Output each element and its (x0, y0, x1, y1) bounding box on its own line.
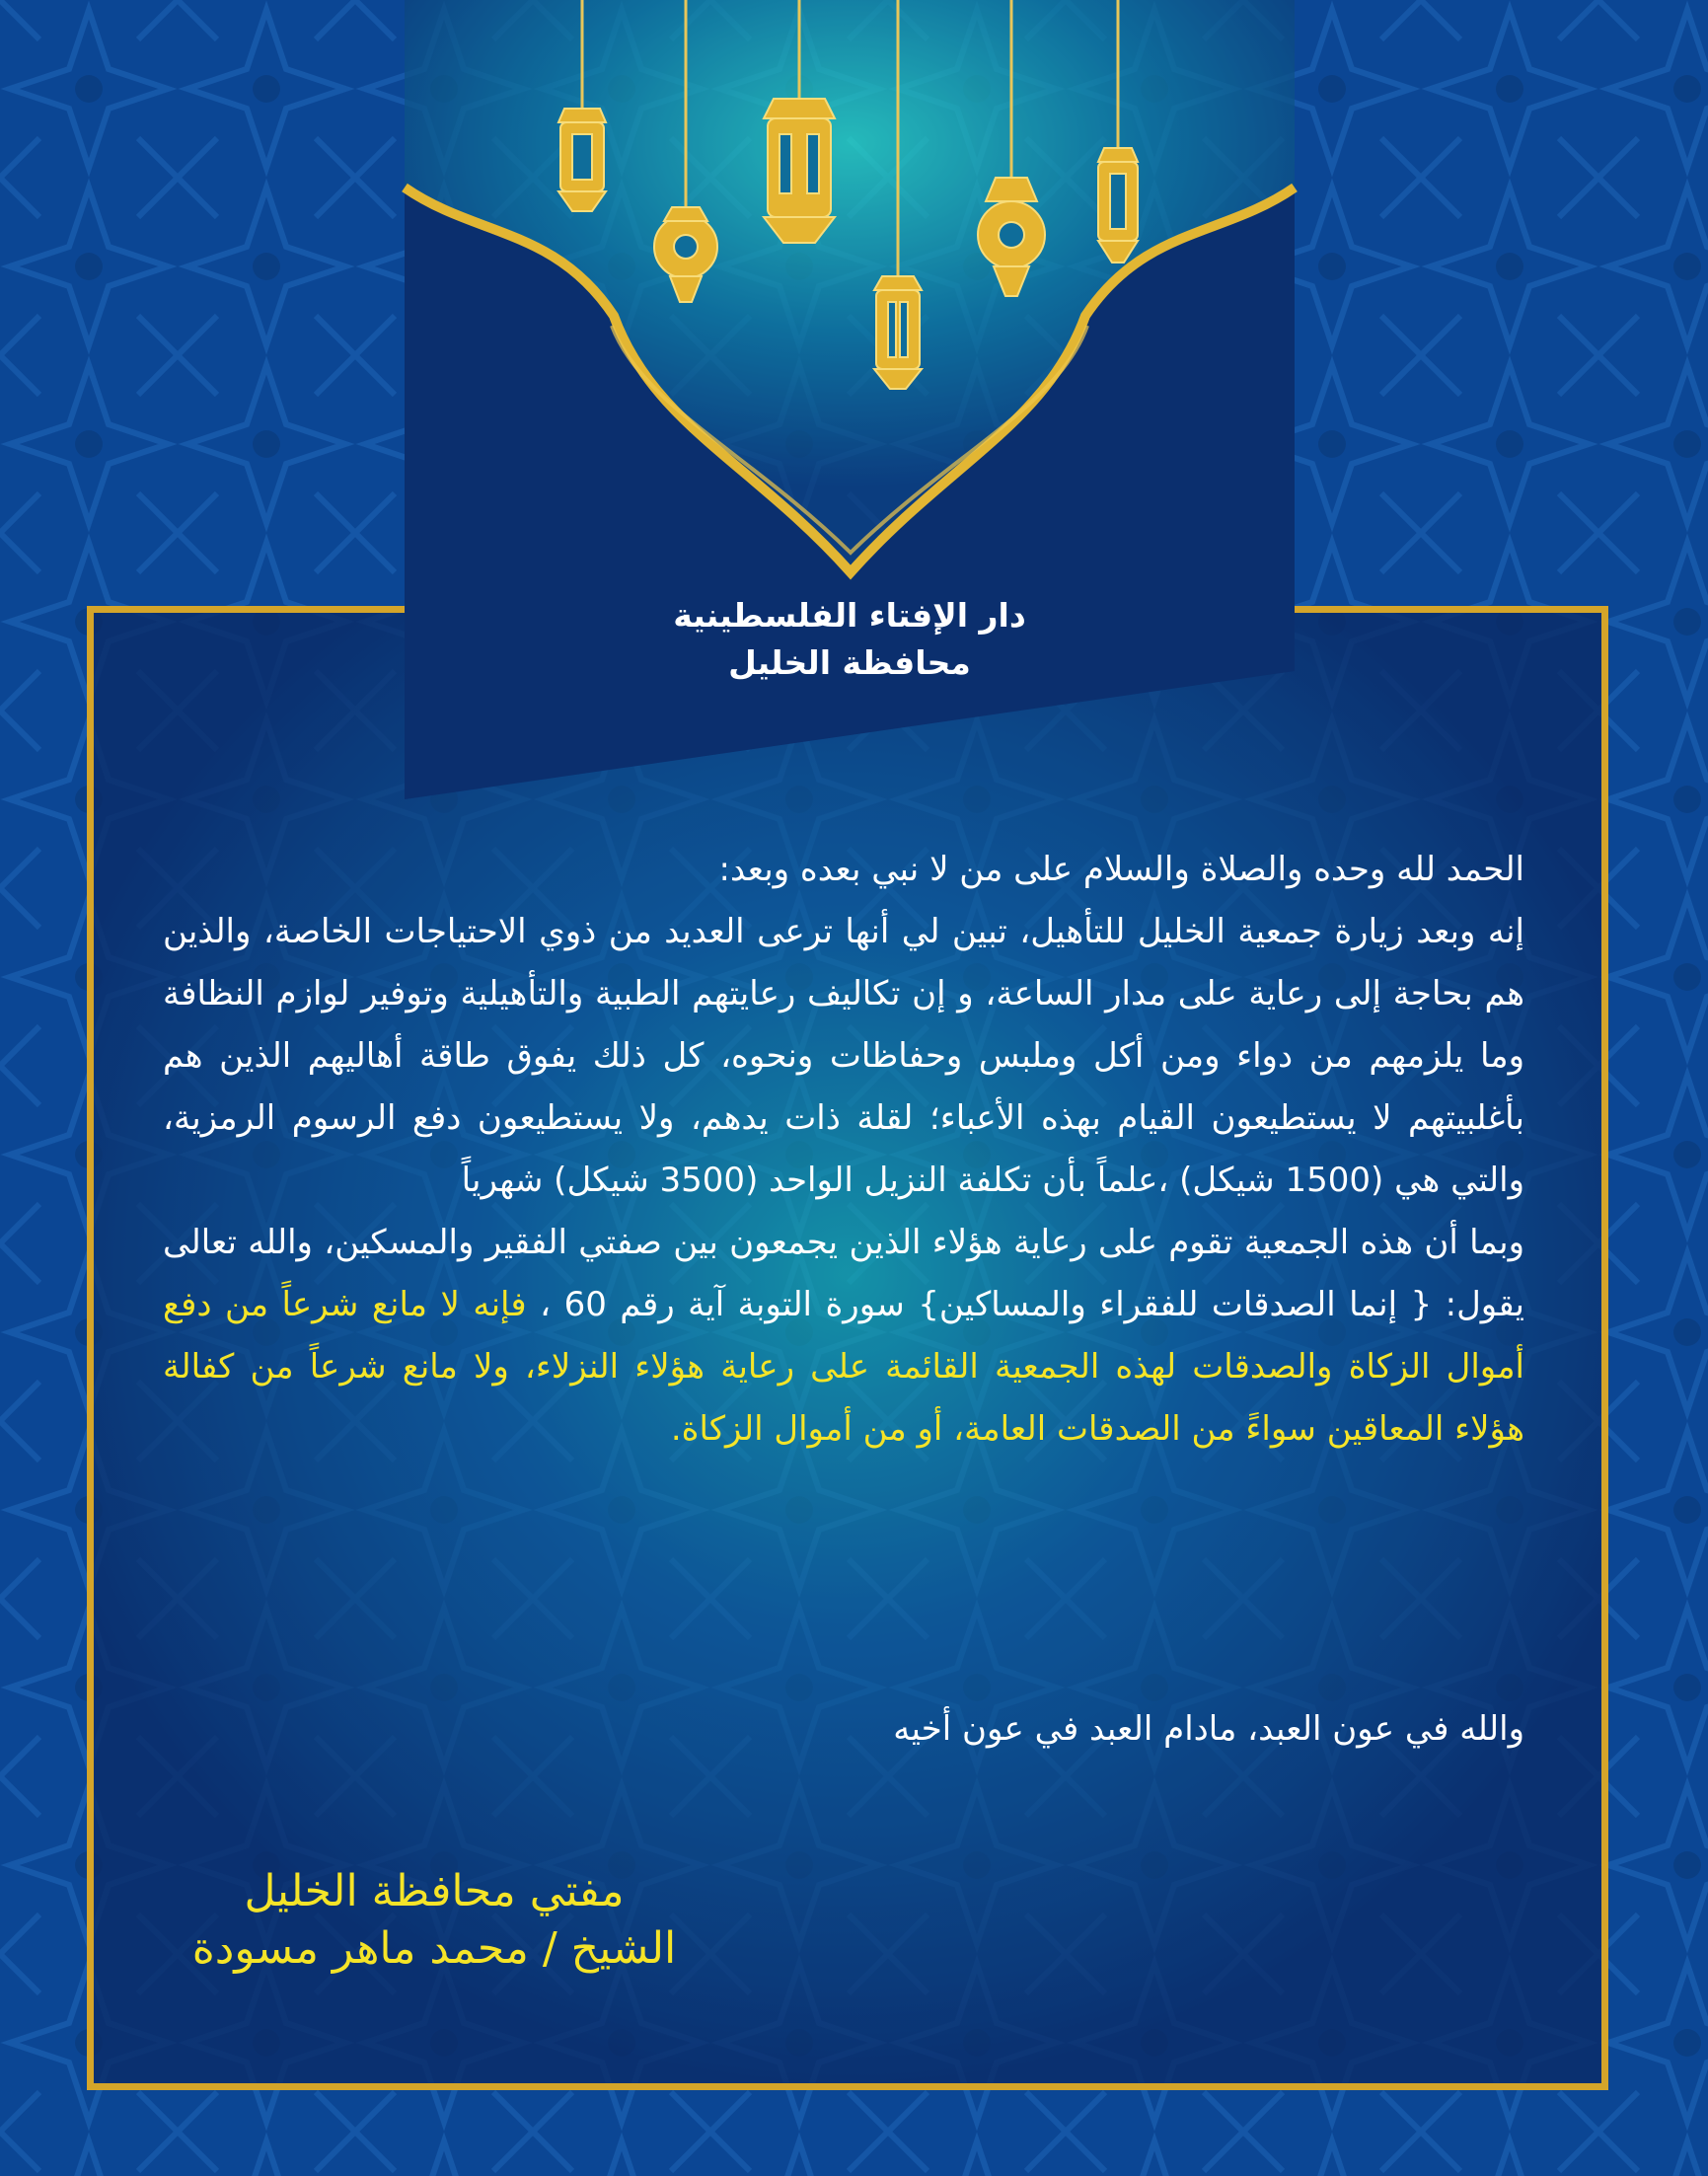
organization-branch: محافظة الخليل (728, 643, 971, 682)
paragraph-1: إنه وبعد زيارة جمعية الخليل للتأهيل، تبين لي أنها ترعى العديد من ذوي الاحتياجات الخاصة، والذين هم بحاجة إلى رعاية على مدار الساعة، و إن تكاليف رعايتهم الطبية والتأهيلية وتوفير لوازم النظافة وما يلزمهم من دواء ومن أكل وملبس وحفاظات ونحوه، كل ذلك يفوق طاقة أهاليهم الذين هم بأغلبيتهم لا يستطيعون القيام بهذه الأعباء؛ لقلة ذات يدهم، ولا يستطيعون دفع الرسوم الرمزية، والتي هي (1500 شيكل) ،علماً بأن تكلفة النزيل الواحد (3500 شيكل) شهرياً (163, 912, 1524, 1200)
organization-name: دار الإفتاء الفلسطينية (673, 596, 1026, 635)
signature-block (138, 1863, 730, 1978)
signature-name: الشيخ / محمد ماهر مسودة (191, 1923, 677, 1974)
organization-header (405, 592, 1295, 687)
paragraph-2-highlight: فإنه لا مانع شرعاً من دفع أموال الزكاة والصدقات لهذه الجمعية القائمة على رعاية هؤلاء النزلاء، ولا مانع شرعاً من كفالة هؤلاء المعاقين سواءً من الصدقات العامة، أو من أموال الزكاة. (163, 1285, 1524, 1449)
letter-body (163, 839, 1524, 1461)
paragraph-2-text: وبما أن هذه الجمعية تقوم على رعاية هؤلاء الذين يجمعون بين صفتي الفقير والمسكين، والله تعالى يقول: { إنما الصدقات للفقراء والمساكين} سورة التوبة آية رقم 60 ، (163, 1223, 1525, 1324)
signature-title: مفتي محافظة الخليل (244, 1866, 625, 1916)
paragraph-2 (163, 1212, 1524, 1461)
closing-line: والله في عون العبد، مادام العبد في عون أخيه (893, 1709, 1524, 1749)
greeting: الحمد لله وحده والصلاة والسلام على من لا نبي بعده وبعد: (718, 850, 1524, 889)
hanging-lanterns-icon (0, 0, 1708, 809)
